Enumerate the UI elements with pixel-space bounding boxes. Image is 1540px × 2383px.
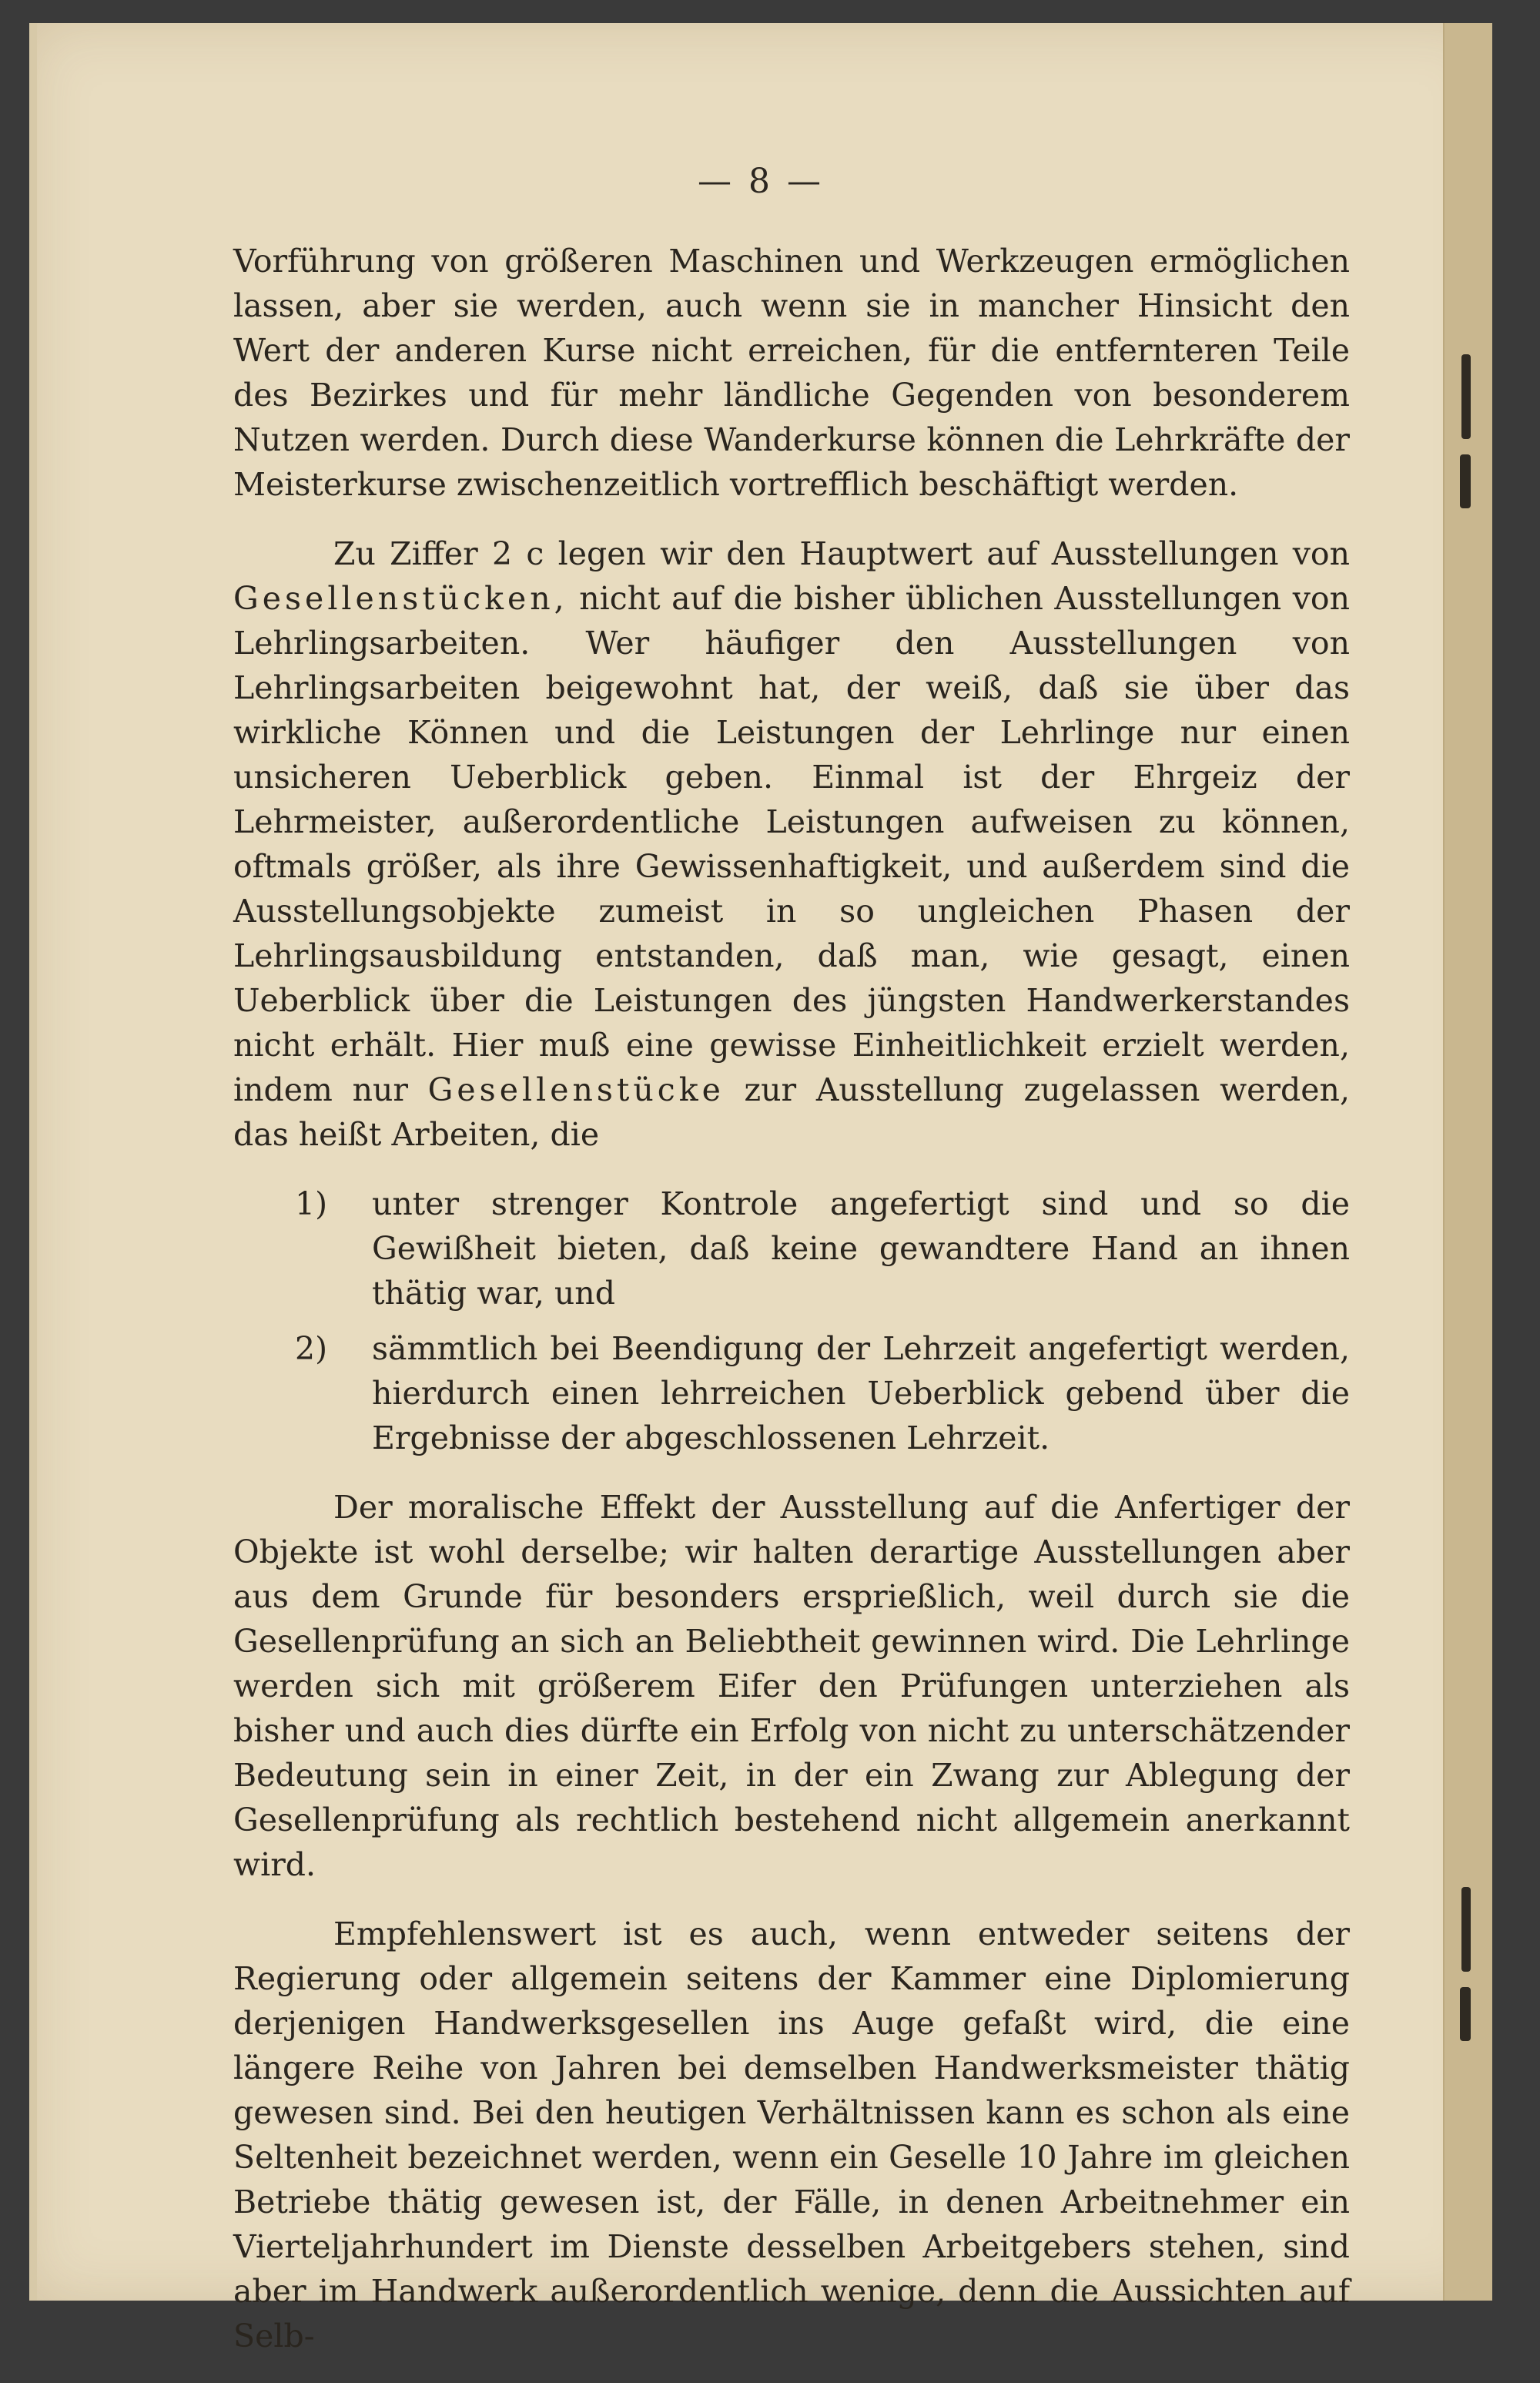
binding-mark-bottom-1: [1461, 1887, 1471, 1972]
list-item-number: 2): [295, 1330, 328, 1367]
page-right-binding-strip: [1443, 23, 1492, 2301]
binding-mark-top-2: [1460, 454, 1471, 508]
list-item-text: unter strenger Kontrole angefertigt sind und so die Gewißheit bieten, daß keine gewandtere Hand an ihnen thätig war, und: [372, 1185, 1350, 1312]
paragraph-4: Empfehlenswert ist es auch, wenn entweder seitens der Regierung oder allgemein seitens der Kammer eine Diplomierung derjenigen Handwerksgesellen ins Auge gefaßt wird, die eine längere Reihe von Jahren bei demselben Handwerksmeister thätig gewesen sind. Bei den heutigen Verhältnissen kann es schon als eine Seltenheit bezeichnet werden, wenn ein Geselle 10 Jahre im gleichen Betriebe thätig gewesen ist, der Fälle, in denen Arbeitnehmer ein Vierteljahrhundert im Dienste desselben Arbeitgebers stehen, sind aber im Handwerk außerordentlich wenige, denn die Aussichten auf Selb-: [233, 1915, 1350, 2355]
paragraph-2: [233, 531, 1350, 1157]
list-item: [233, 1326, 1350, 1460]
list-item: [233, 1181, 1350, 1316]
body-text: [233, 239, 1350, 2383]
paragraph-2-emphasis-gesellenstuecke: Gesellenstücke: [427, 1071, 725, 1108]
binding-mark-bottom-2: [1460, 1987, 1471, 2041]
paragraph-2-end: zur Ausstellung zugelassen werden, das heißt Arbeiten, die: [233, 1071, 1350, 1153]
page-left-edge: [29, 23, 37, 2301]
criteria-list: [233, 1181, 1350, 1460]
paragraph-3: Der moralische Effekt der Ausstellung auf die Anfertiger der Objekte ist wohl derselbe; wir halten derartige Ausstellungen aber aus dem Grunde für besonders ersprießlich, weil durch sie die Gesellenprüfung an sich an Beliebtheit gewinnen wird. Die Lehrlinge werden sich mit größerem Eifer den Prüfungen unterziehen als bisher und auch dies dürfte ein Erfolg von nicht zu unterschätzender Bedeutung sein in einer Zeit, in der ein Zwang zur Ablegung der Gesellenprüfung als rechtlich bestehend nicht allgemein anerkannt wird.: [233, 1489, 1350, 1883]
paragraph-2-start: Zu Ziffer 2 c legen wir den Hauptwert auf Ausstellungen von: [333, 535, 1350, 572]
paragraph-1: Vorführung von größeren Maschinen und Werkzeugen ermöglichen lassen, aber sie werden, auch wenn sie in mancher Hinsicht den Wert der anderen Kurse nicht erreichen, für die entfernteren Teile des Bezirkes und für mehr ländliche Gegenden von besonderem Nutzen werden. Durch diese Wanderkurse können die Lehrkräfte der Meisterkurse zwischenzeitlich vortrefflich beschäftigt werden.: [233, 243, 1350, 503]
binding-mark-top-1: [1461, 354, 1471, 439]
page-number: — 8 —: [698, 162, 824, 201]
paragraph-2-emphasis-gesellenstuecken: Gesellenstücken,: [233, 580, 568, 617]
list-item-text: sämmtlich bei Beendigung der Lehrzeit angefertigt werden, hierdurch einen lehrreichen Ueberblick gebend über die Ergebnisse der abgeschlossenen Lehrzeit.: [372, 1330, 1350, 1456]
paragraph-2-middle: nicht auf die bisher üblichen Ausstellungen von Lehrlingsarbeiten. Wer häufiger den Ausstellungen von Lehrlingsarbeiten beigewohnt hat, der weiß, daß sie über das wirkliche Können und die Leistungen der Lehrlinge nur einen unsicheren Ueberblick geben. Einmal ist der Ehrgeiz der Lehrmeister, außerordentliche Leistungen aufweisen zu können, oftmals größer, als ihre Gewissenhaftigkeit, und außerdem sind die Ausstellungsobjekte zumeist in so ungleichen Phasen der Lehrlingsausbildung entstanden, daß man, wie gesagt, einen Ueberblick über die Leistungen des jüngsten Handwerkerstandes nicht erhält. Hier muß eine gewisse Einheitlichkeit erzielt werden, indem nur: [233, 580, 1350, 1108]
document-page: [29, 23, 1492, 2355]
list-item-number: 1): [295, 1185, 328, 1222]
